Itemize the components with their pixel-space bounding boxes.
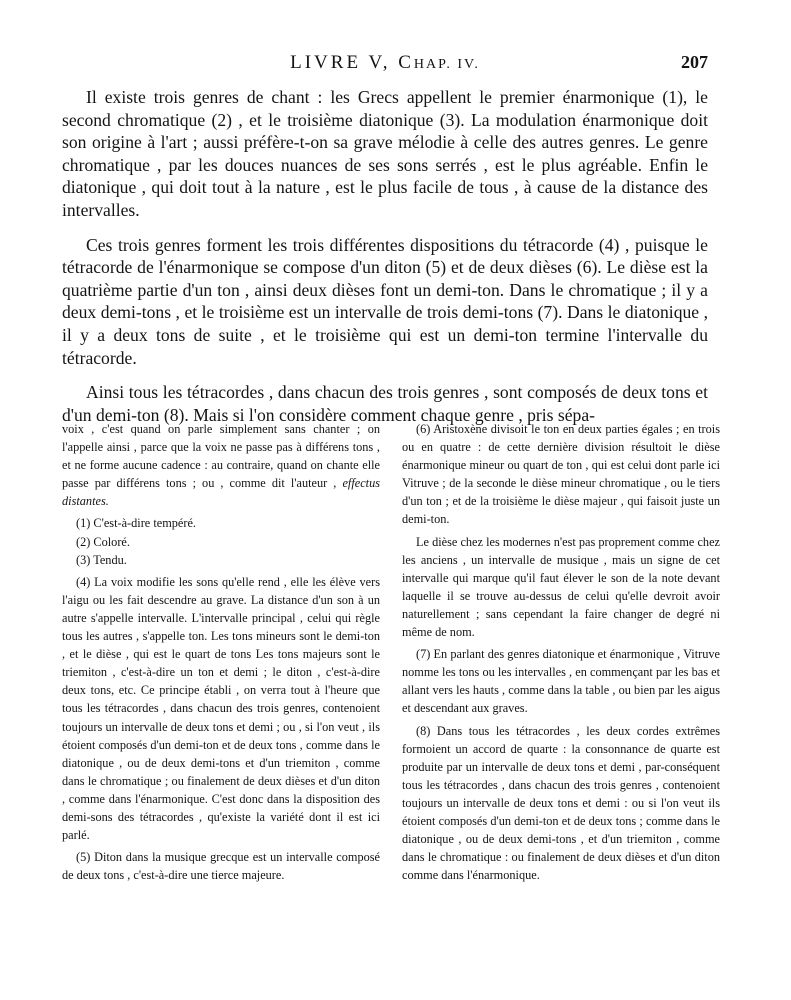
main-text [62, 86, 708, 426]
footnote-continuation [62, 420, 380, 510]
footnote-8: (8) Dans tous les tétracordes , les deux cordes extrêmes formoient un accord de quarte : la consonnance de quarte est produite par un intervalle de deux tons et demi , par-conséquent tous les tétracordes , dans chacun des trois genres , contenoient toujours un intervalle de deux tons et demi : ou si l'on veut ils étoient composés d'un demi-ton et de deux tons ; comme dans le diatonique , ou de deux demi-tons , et d'un triemiton , comme dans le chromatique : ou finalement de deux dièses et d'un diton comme dans l'énarmonique. [402, 723, 720, 883]
footnote-7: (7) En parlant des genres diatonique et énarmonique , Vitruve nomme les tons ou les intervalles , en commençant par les bas et allant vers les hauts , comme dans la table , ou bien par les aigus et descendant aux graves. [402, 647, 720, 716]
footnote-6-continuation: Le dièse chez les modernes n'est pas proprement comme chez les anciens , un intervalle de musique , mais un signe de cet intervalle qui marque qu'il faut élever le son de la note devant laquelle il se trouve au-dessus de celui qu'elle devroit avoir naturellement ; sans cependant la faire changer de degré ni même de nom. [402, 534, 720, 640]
footnote-continuation-text: voix , c'est quand on parle simplement sans chanter ; on l'appelle ainsi , parce que la voix ne passe pas à différens tons , et ne forme aucune cadence : au contraire, quand on chante elle passe par différens tons ; ou , comme dit l'auteur , [62, 422, 380, 491]
main-paragraph: Ainsi tous les tétracordes , dans chacun des trois genres , sont composés de deux tons et d'un demi-ton (8). Mais si l'on considère comment chaque genre , pris sépa- [62, 382, 708, 425]
footnote-2: (2) Coloré. [76, 534, 130, 549]
footnote-6: (6) Aristoxène divisoit le ton en deux parties égales ; en trois ou en quatre : de cette dernière division résultoit le dièse énarmonique mineur ou quart de ton , qui est celui dont parle ici Vitruve ; de la seconde le dièse mineur chromatique , ou le tiers d'un ton ; et de la troisième le dièse majeur , qui faisoit juste un demi-ton. [402, 422, 720, 527]
footnote-latin-quote: effectus distantes. [62, 476, 381, 509]
footnotes-right-column [402, 420, 720, 888]
main-paragraph: Ces trois genres forment les trois différentes dispositions du tétracorde (4) , puisque le tétracorde de l'énarmonique se compose d'un diton (5) et de deux dièses (6). Le dièse est la quatrième partie d'un ton , ainsi deux dièses font un demi-ton. Dans le chromatique ; il y a deux demi-tons , et le troisième est un intervalle de trois demi-tons (7). Dans le diatonique , il y a deux tons de suite , et le troisième qui est un demi-ton termine l'intervalle du tétracorde. [62, 234, 708, 368]
footnote-1: (1) C'est-à-dire tempéré. [76, 516, 197, 531]
page-number: 207 [681, 52, 708, 72]
footnote-3: (3) Tendu. [76, 552, 127, 567]
footnote-4: (4) La voix modifie les sons qu'elle rend , elle les élève vers l'aigu ou les fait descendre au grave. La distance d'un son à un autre s'appelle intervalle. L'intervalle principal , celui qui règle tous les autres , s'appelle ton. Les tons mineurs sont le demi-ton , et le dièse , qui est le quart de tons Les tons majeurs sont le triemiton , c'est-à-dire un ton et demi ; le diton , c'est-à-dire deux tons, etc. Ce principe établi , on verra tout à l'heure que tous les tétracordes , dans chacun des trois genres, contenoient toujours un intervalle de deux tons et demi ; ou , si l'on veut , ils étoient composés d'un demi-ton et de deux tons , comme dans le diatonique , ou de deux demi-tons et d'un triemiton , comme dans le chromatique ; ou finalement de deux dièses et d'un diton , comme dans l'énarmonique. C'est donc dans la disposition des demi-sons des tétracordes , qu'existe la variété dont il est ici parlé. [62, 574, 380, 843]
main-paragraph: Il existe trois genres de chant : les Grecs appellent le premier énarmonique (1), le second chromatique (2) , et le troisième diatonique (3). La modulation énarmonique doit son origine à l'art ; aussi préfère-t-on sa grave mélodie à celle des autres genres. Le genre chromatique , par les douces nuances de ses sons serrés , est le plus agréable. Enfin le diatonique , qui doit tout à la nature , est le plus facile de tous , à cause de la distance des intervalles. [62, 87, 708, 220]
footnotes-left-column [62, 420, 380, 888]
running-title-small-caps: HAP. IV. [413, 57, 480, 72]
running-header [62, 52, 708, 76]
running-title-main: LIVRE V, C [290, 52, 414, 73]
footnote-5: (5) Diton dans la musique grecque est un intervalle composé de deux tons , c'est-à-dire une tierce majeure. [62, 850, 380, 883]
running-title [62, 52, 708, 74]
